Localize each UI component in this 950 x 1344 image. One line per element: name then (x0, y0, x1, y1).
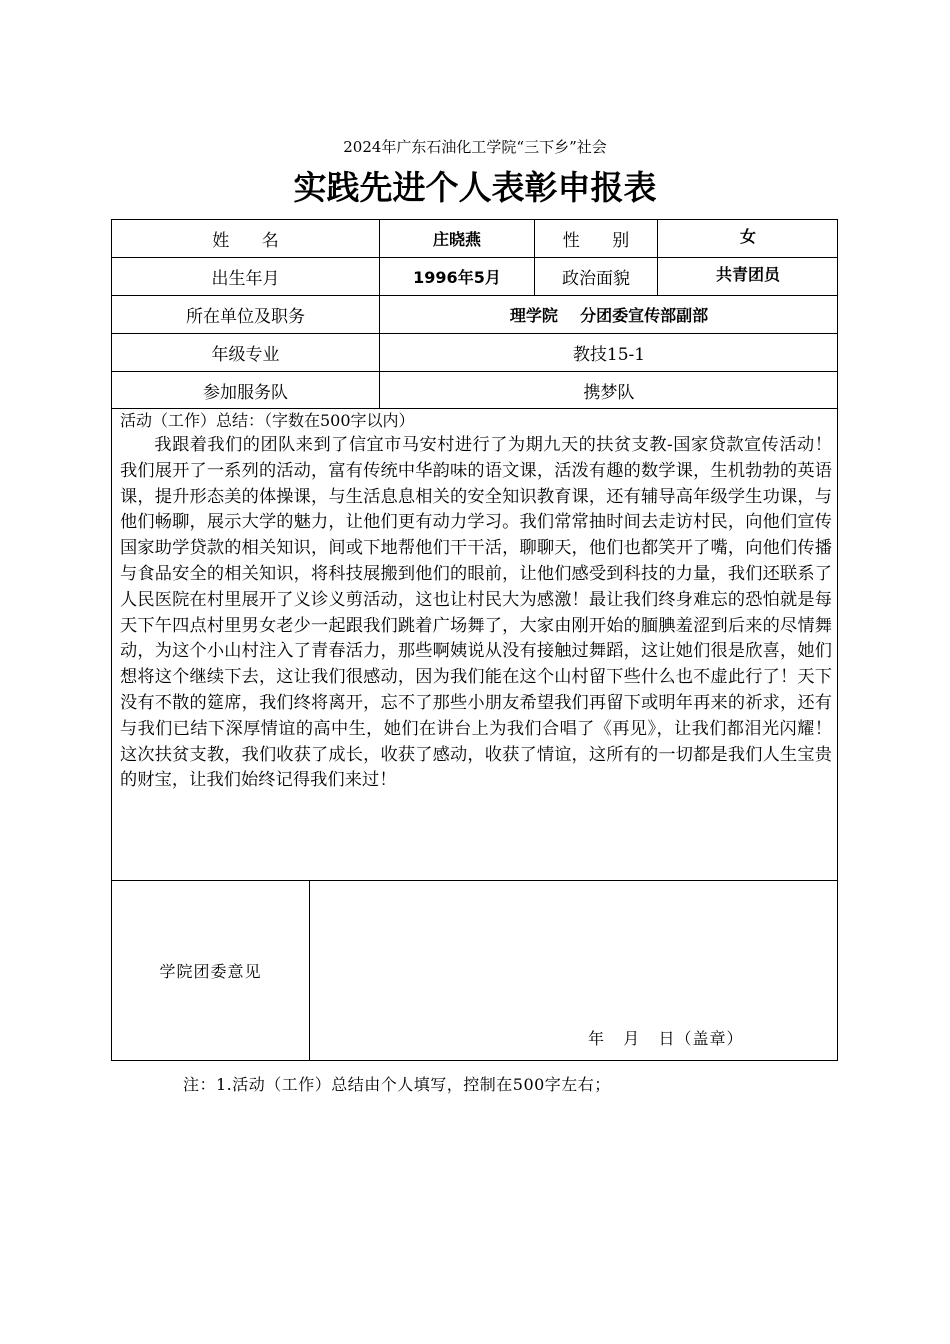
opinion-label: 学院团委意见 (159, 961, 262, 981)
birth-value: 1996年5月 (413, 268, 501, 287)
team-value: 携梦队 (583, 382, 635, 403)
political-value: 共青团员 (715, 264, 780, 284)
footnote: 注：1.活动（工作）总结由个人填写，控制在500字左右； (183, 1075, 611, 1094)
summary-label: 活动（工作）总结：（字数在500字以内） (120, 411, 415, 430)
form-title: 实践先进个人表彰申报表 (293, 168, 657, 207)
application-form-table (111, 219, 838, 1061)
unit-value: 理学院 分团委宣传部副部 (509, 306, 709, 325)
row-divider (112, 408, 837, 409)
column-divider (309, 880, 310, 1060)
political-label: 政治面貌 (562, 269, 630, 289)
birth-label: 出生年月 (211, 269, 280, 289)
gender-value: 女 (739, 226, 756, 246)
unit-label: 所在单位及职务 (186, 307, 305, 327)
name-value: 庄晓燕 (432, 230, 481, 249)
grade-value: 教技15-1 (572, 345, 646, 365)
name-label: 姓 名 (212, 231, 279, 251)
gender-label: 性 别 (562, 231, 630, 251)
grade-label: 年级专业 (211, 345, 280, 365)
summary-text: 我跟着我们的团队来到了信宜市马安村进行了为期九天的扶贫支教-国家贷款宣传活动！我们展开了一系列的活动，富有传统中华韵味的语文课，活泼有趣的数学课，生机勃勃的英语课，提升形态美的体操课，与生活息息相关的安全知识教育课，还有辅导高年级学生功课，与他们畅聊，展示大学的魅力，让他们更有动力学习。我们常常抽时间去走访村民，向他们宣传国家助学贷款的相关知识，间或下地帮他们干干活，聊聊天，他们也都笑开了嘴，向他们传播与食品安全的相关知识，将科技展搬到他们的眼前，让他们感受到科技的力量，我们还联系了人民医院在村里展开了义诊义剪活动，这也让村民大为感激！最让我们终身难忘的恐怕就是每天下午四点村里男女老少一起跟我们跳着广场舞了，大家由刚开始的腼腆羞涩到后来的尽情舞动，为这个小山村注入了青春活力，那些啊姨说从没有接触过舞蹈，这让她们很是欣喜，她们想将这个继续下去，这让我们很感动，因为我们能在这个山村留下些什么也不虚此行了！天下没有不散的筵席，我们终将离开，忘不了那些小朋友希望我们再留下或明年再来的祈求，还有与我们已结下深厚情谊的高中生，她们在讲台上为我们合唱了《再见》，让我们都泪光闪耀！这次扶贫支教，我们收获了成长，收获了感动，收获了情谊，这所有的一切都是我们人生宝贵的财宝，让我们始终记得我们来过！ (120, 435, 832, 791)
team-label: 参加服务队 (203, 382, 288, 403)
date-stamp: 年 月 日（盖章） (588, 1029, 744, 1048)
form-subtitle: 2024年广东石油化工学院“三下乡”社会 (343, 138, 607, 156)
